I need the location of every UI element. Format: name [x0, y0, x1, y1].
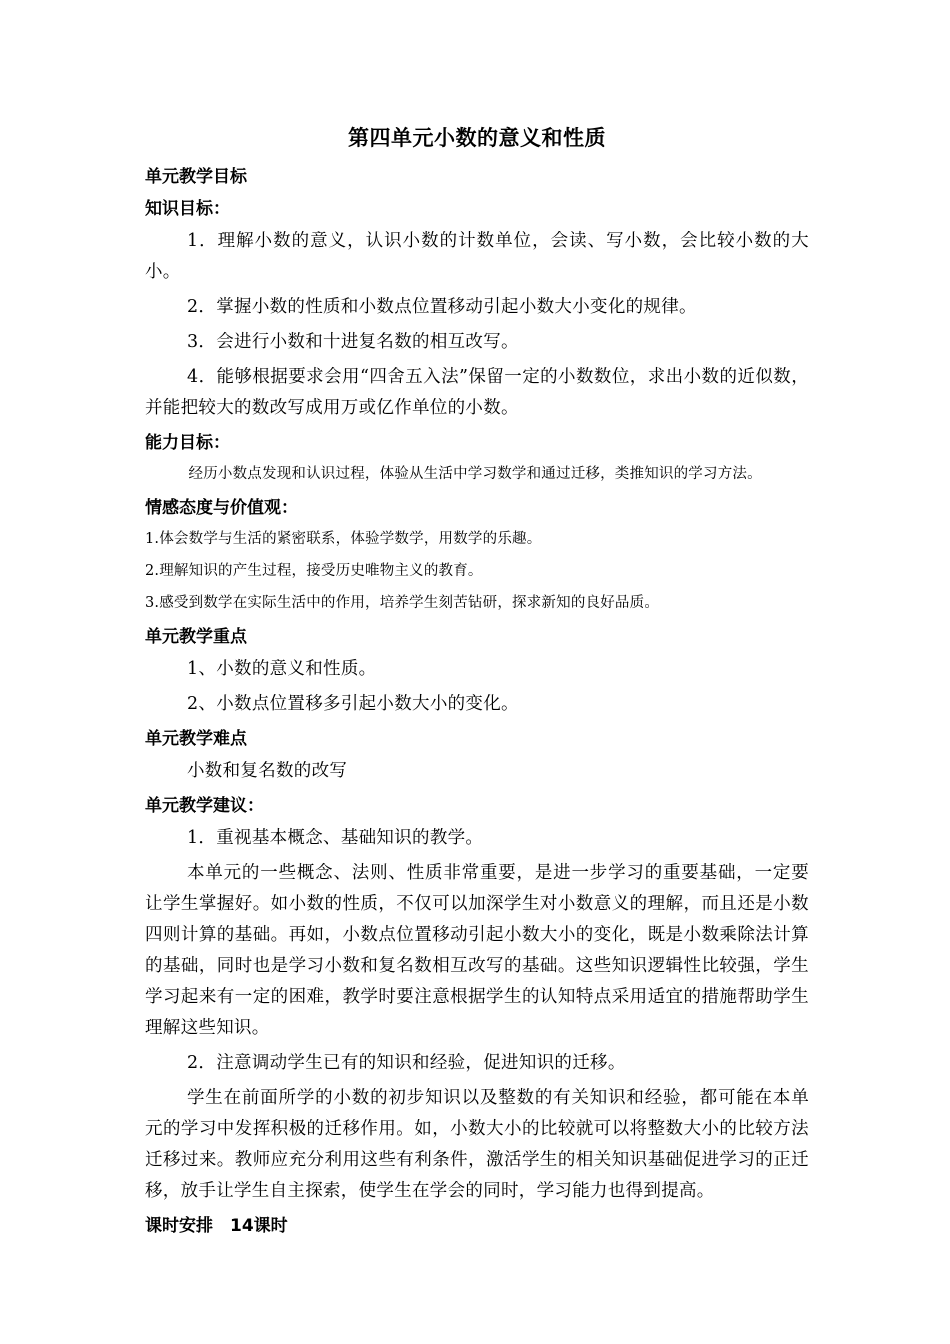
- emotion-item-2: 2.理解知识的产生过程，接受历史唯物主义的教育。: [145, 563, 483, 579]
- heading-key: 单元教学重点: [145, 627, 247, 647]
- heading-difficult: 单元教学难点: [145, 729, 247, 749]
- ability-text: 经历小数点发现和认识过程，体验从生活中学习数学和通过迁移，类推知识的学习方法。: [188, 466, 762, 482]
- difficult-text: 小数和复名数的改写: [187, 761, 348, 781]
- document-content: [145, 122, 809, 1243]
- heading-emotion: 情感态度与价值观：: [145, 498, 298, 518]
- suggest-paragraph-1: 本单元的一些概念、法则、性质非常重要，是进一步学习的重要基础，一定要让学生掌握好。如小数的性质，不仅可以加深学生对小数意义的理解，而且还是小数四则计算的基础。再如，小数点位置移动引起小数大小的变化，既是小数乘除法计算的基础，同时也是学习小数和复名数相互改写的基础。这些知识逻辑性比较强，学生学习起来有一定的困难，教学时要注意根据学生的认知特点采用适宜的措施帮助学生理解这些知识。: [145, 863, 809, 1038]
- key-item-2: 2、小数点位置移多引起小数大小的变化。: [187, 694, 519, 714]
- suggest-item-1: 1．重视基本概念、基础知识的教学。: [187, 828, 484, 848]
- page-title: 第四单元小数的意义和性质: [348, 126, 606, 150]
- heading-suggest: 单元教学建议：: [145, 796, 264, 816]
- heading-knowledge: 知识目标：: [145, 199, 230, 219]
- suggest-paragraph-2: 学生在前面所学的小数的初步知识以及整数的有关知识和经验，都可能在本单元的学习中发挥积极的迁移作用。如，小数大小的比较就可以将整数大小的比较方法迁移过来。教师应充分利用这些有利条件，激活学生的相关知识基础促进学习的正迁移，放手让学生自主探索，使学生在学会的同时，学习能力也得到提高。: [145, 1088, 809, 1201]
- schedule-line: 课时安排 14课时: [145, 1216, 288, 1236]
- heading-ability: 能力目标：: [145, 433, 230, 453]
- knowledge-item-1: 1．理解小数的意义，认识小数的计数单位，会读、写小数，会比较小数的大小。: [145, 231, 809, 282]
- suggest-item-2: 2．注意调动学生已有的知识和经验，促进知识的迁移。: [187, 1053, 626, 1073]
- knowledge-item-4: 4．能够根据要求会用“四舍五入法”保留一定的小数数位，求出小数的近似数，并能把较大的数改写成用万或亿作单位的小数。: [145, 367, 809, 418]
- knowledge-item-3: 3．会进行小数和十进复名数的相互改写。: [187, 332, 519, 352]
- key-item-1: 1、小数的意义和性质。: [187, 659, 377, 679]
- heading-objectives: 单元教学目标: [145, 167, 247, 187]
- knowledge-item-2: 2．掌握小数的性质和小数点位置移动引起小数大小变化的规律。: [187, 297, 697, 317]
- emotion-item-1: 1.体会数学与生活的紧密联系，体验学数学，用数学的乐趣。: [145, 531, 542, 547]
- emotion-item-3: 3.感受到数学在实际生活中的作用，培养学生刻苦钻研，探求新知的良好品质。: [145, 595, 660, 611]
